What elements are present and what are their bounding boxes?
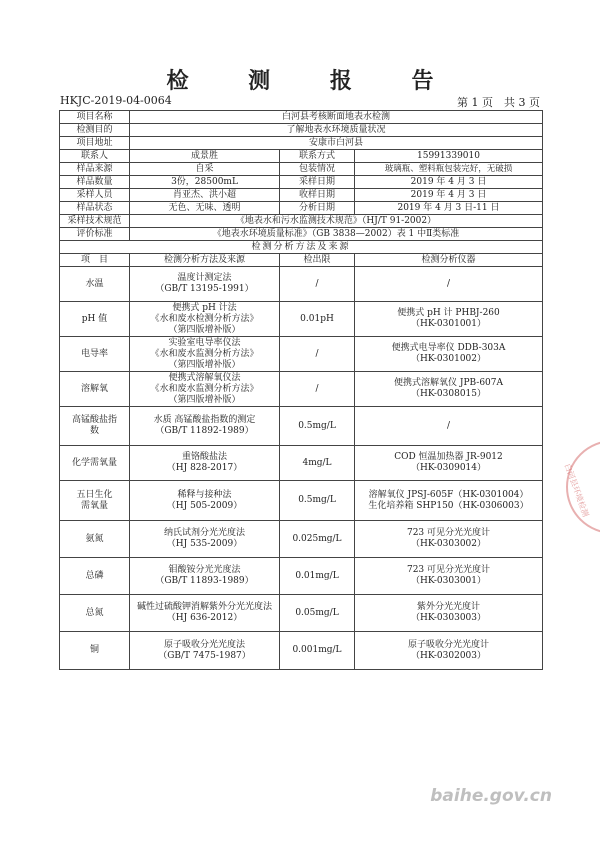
sample-date-label: 采样日期: [280, 176, 355, 189]
standard-value: 《地表水环境质量标准》（GB 3838—2002）表 1 中Ⅱ类标准: [130, 228, 543, 241]
row-method: [130, 372, 280, 407]
purpose-value: 了解地表水环境质量状况: [130, 124, 543, 137]
stamp-text: 白河县环境检测: [562, 462, 591, 519]
quantity-label: 样品数量: [60, 176, 130, 189]
method-line: （GB/T 7475-1987）: [158, 650, 251, 661]
row-method: [130, 595, 280, 632]
method-line: （HJ 636-2012）: [166, 613, 243, 623]
source-label: 样品来源: [60, 163, 130, 176]
method-row: [60, 267, 543, 302]
instrument-line: （HK-0303002）: [410, 539, 487, 549]
row-instrument: [355, 372, 543, 407]
phone-label: 联系方式: [280, 150, 355, 163]
instrument-line: （HK-0303001）: [410, 576, 487, 586]
header-method: 检测分析方法及来源: [130, 254, 280, 267]
instrument-line: 紫外分光光度计: [416, 602, 480, 612]
page-indicator: 第 1 页 共 3 页: [457, 96, 540, 109]
header-instrument: 检测分析仪器: [355, 254, 543, 267]
row-instrument: [355, 632, 543, 670]
row-limit: /: [280, 372, 355, 407]
address-value: 安康市白河县: [130, 137, 543, 150]
info-row-sampler: [60, 189, 543, 202]
row-instrument: [355, 481, 543, 521]
row-method: [130, 337, 280, 372]
method-line: （HJ 828-2017）: [166, 463, 243, 473]
instrument-line: 便携式电导率仪 DDB-303A: [391, 343, 506, 353]
row-method: [130, 407, 280, 446]
standard-label: 评价标准: [60, 228, 130, 241]
state-label: 样品状态: [60, 202, 130, 215]
row-item: [60, 481, 130, 521]
info-row-state: [60, 202, 543, 215]
instrument-line: （HK-0303003）: [410, 613, 487, 623]
row-item: [60, 595, 130, 632]
method-row: [60, 521, 543, 558]
item-line: pH 值: [81, 313, 108, 324]
info-row-purpose: [60, 124, 543, 137]
row-method: [130, 302, 280, 337]
package-label: 包装情况: [280, 163, 355, 176]
instrument-line: 723 可见分光光度计: [406, 565, 491, 575]
report-title: 检 测 报 告: [166, 69, 460, 94]
method-line: 钼酸铵分光光度法: [168, 565, 241, 575]
project-name-value: 白河县考核断面地表水检测: [130, 111, 543, 124]
row-instrument: [355, 267, 543, 302]
quantity-value: 3份，28500mL: [130, 176, 280, 189]
row-method: [130, 267, 280, 302]
site-watermark: baihe.gov.cn: [430, 786, 552, 806]
address-label: 项目地址: [60, 137, 130, 150]
state-value: 无色、无味、透明: [130, 202, 280, 215]
row-item: [60, 407, 130, 446]
item-line: 五日生化: [76, 489, 113, 500]
row-limit: 0.5mg/L: [280, 407, 355, 446]
method-line: （GB/T 11892-1989）: [155, 426, 254, 436]
method-row: [60, 372, 543, 407]
spec-label: 采样技术规范: [60, 215, 130, 228]
method-line: 《水和废水监测分析方法》: [150, 383, 259, 394]
purpose-label: 检测目的: [60, 124, 130, 137]
row-item: [60, 372, 130, 407]
instrument-line: （HK-0302003）: [410, 650, 487, 661]
project-name-label: 项目名称: [60, 111, 130, 124]
receive-date-value: 2019 年 4 月 3 日: [355, 189, 543, 202]
instrument-line: 723 可见分光光度计: [406, 528, 491, 538]
row-item: [60, 302, 130, 337]
item-line: 数: [89, 426, 99, 436]
analysis-date-value: 2019 年 4 月 3 日-11 日: [355, 202, 543, 215]
instrument-line: （HK-0301001）: [410, 319, 487, 329]
sampler-value: 肖亚杰、洪小超: [130, 189, 280, 202]
item-line: 电导率: [80, 348, 108, 359]
method-rows: [60, 267, 543, 670]
info-row-standard: [60, 228, 543, 241]
row-instrument: [355, 595, 543, 632]
method-line: 实验室电导率仪法: [168, 337, 241, 348]
method-row: [60, 481, 543, 521]
item-line: 铜: [89, 645, 99, 655]
method-line: 水质 高锰酸盐指数的测定: [153, 415, 256, 425]
instrument-line: 生化培养箱 SHP150（HK-0306003）: [368, 500, 529, 511]
item-line: 溶解氧: [80, 383, 108, 394]
info-row-project: [60, 111, 543, 124]
row-method: [130, 632, 280, 670]
method-row: [60, 632, 543, 670]
sampler-label: 采样人员: [60, 189, 130, 202]
row-instrument: [355, 558, 543, 595]
method-line: 《水和废水监测分析方法》: [150, 348, 259, 359]
method-row: [60, 407, 543, 446]
contact-label: 联系人: [60, 150, 130, 163]
info-row-spec: [60, 215, 543, 228]
row-limit: 0.05mg/L: [280, 595, 355, 632]
method-line: （HJ 505-2009）: [166, 500, 243, 511]
header-item: 项 目: [60, 254, 130, 267]
info-row-quantity: [60, 176, 543, 189]
method-row: [60, 595, 543, 632]
row-instrument: [355, 407, 543, 446]
method-line: （GB/T 11893-1989）: [155, 576, 254, 586]
row-instrument: [355, 446, 543, 481]
phone-value: 15991339010: [355, 150, 543, 163]
row-item: [60, 521, 130, 558]
methods-section-title: 检测分析方法及来源: [60, 241, 543, 254]
method-line: （第四版增补版）: [168, 324, 241, 335]
method-line: 纳氏试剂分光光度法: [163, 528, 245, 538]
row-limit: 4mg/L: [280, 446, 355, 481]
report-number: HKJC-2019-04-0064: [60, 94, 172, 107]
sample-date-value: 2019 年 4 月 3 日: [355, 176, 543, 189]
instrument-line: /: [446, 278, 451, 289]
report-table: [59, 110, 543, 670]
item-line: 氨氮: [85, 533, 104, 544]
method-line: 重铬酸盐法: [181, 452, 227, 462]
method-row: [60, 302, 543, 337]
method-line: （GB/T 13195-1991）: [155, 284, 254, 294]
row-limit: 0.01pH: [280, 302, 355, 337]
method-line: 碱性过硫酸钾消解紫外分光光度法: [136, 602, 272, 612]
method-line: 《水和废水检测分析方法》: [150, 313, 259, 324]
info-row-contact: [60, 150, 543, 163]
method-row: [60, 558, 543, 595]
method-row: [60, 446, 543, 481]
method-line: （HJ 535-2009）: [166, 539, 243, 549]
methods-section-row: [60, 241, 543, 254]
instrument-line: /: [446, 420, 451, 431]
method-row: [60, 337, 543, 372]
info-row-source: [60, 163, 543, 176]
row-method: [130, 558, 280, 595]
instrument-line: 原子吸收分光光度计: [407, 639, 489, 650]
method-line: 稀释与接种法: [177, 489, 232, 500]
receive-date-label: 收样日期: [280, 189, 355, 202]
row-limit: /: [280, 267, 355, 302]
instrument-line: COD 恒温加热器 JR-9012: [394, 452, 503, 462]
method-line: 便携式溶解氧仪法: [168, 372, 241, 383]
row-item: [60, 632, 130, 670]
instrument-line: 便携式 pH 计 PHBJ-260: [397, 308, 500, 318]
row-limit: 0.01mg/L: [280, 558, 355, 595]
item-line: 水温: [85, 278, 104, 289]
row-limit: 0.5mg/L: [280, 481, 355, 521]
instrument-line: （HK-0308015）: [410, 389, 487, 399]
spec-value: 《地表水和污水监测技术规范》（HJ/T 91-2002）: [130, 215, 543, 228]
row-item: [60, 267, 130, 302]
info-row-address: [60, 137, 543, 150]
item-line: 总氮: [85, 607, 104, 618]
row-item: [60, 558, 130, 595]
row-item: [60, 446, 130, 481]
instrument-line: （HK-0301002）: [410, 354, 487, 364]
instrument-line: （HK-0309014）: [410, 463, 487, 473]
row-item: [60, 337, 130, 372]
row-method: [130, 481, 280, 521]
row-method: [130, 446, 280, 481]
instrument-line: 溶解氧仪 JPSJ-605F（HK-0301004）: [368, 489, 529, 500]
source-value: 自采: [130, 163, 280, 176]
method-line: （第四版增补版）: [168, 394, 241, 405]
method-line: 温度计测定法: [177, 273, 232, 283]
item-line: 化学需氧量: [71, 457, 117, 468]
method-line: 便携式 pH 计法: [172, 302, 237, 313]
method-line: 原子吸收分光光度法: [163, 639, 245, 650]
row-limit: 0.001mg/L: [280, 632, 355, 670]
method-line: （第四版增补版）: [168, 359, 241, 370]
item-line: 高锰酸盐指: [71, 415, 117, 425]
item-line: 需氧量: [80, 500, 108, 511]
item-line: 总磷: [85, 570, 104, 581]
instrument-line: 便携式溶解氧仪 JPB-607A: [393, 378, 504, 388]
row-method: [130, 521, 280, 558]
row-limit: 0.025mg/L: [280, 521, 355, 558]
analysis-date-label: 分析日期: [280, 202, 355, 215]
header-limit: 检出限: [280, 254, 355, 267]
row-instrument: [355, 337, 543, 372]
package-value: 玻璃瓶、塑料瓶包装完好，无破损: [355, 163, 543, 176]
row-instrument: [355, 302, 543, 337]
methods-header-row: [60, 254, 543, 267]
row-instrument: [355, 521, 543, 558]
contact-value: 成景胜: [130, 150, 280, 163]
row-limit: /: [280, 337, 355, 372]
